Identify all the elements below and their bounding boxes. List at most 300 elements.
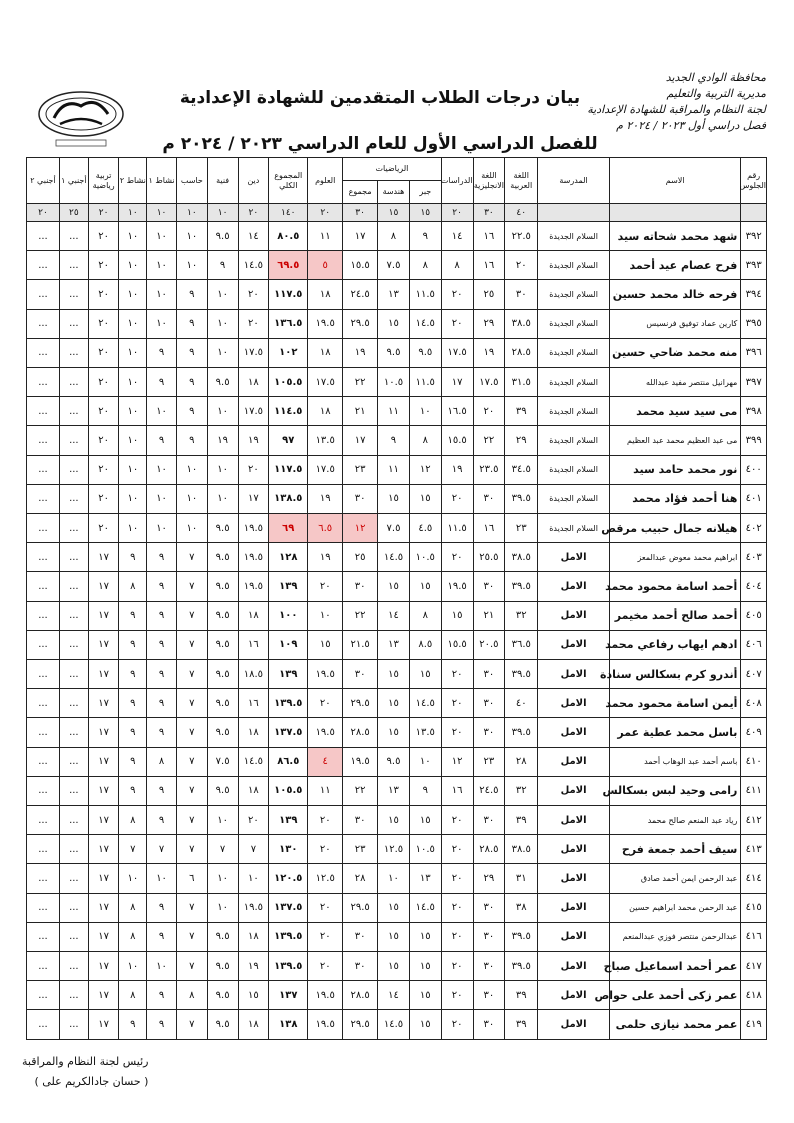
score-cell: ١٩.٥ xyxy=(238,543,269,572)
score-cell: ١٠ xyxy=(147,952,177,981)
header-foreign2: أجنبي ٢ xyxy=(27,158,60,204)
max-cell: ٤٠ xyxy=(505,204,538,222)
score-cell: ٢٠ xyxy=(441,922,473,951)
score-cell: ٢٣ xyxy=(473,747,505,776)
max-cell: ٢٠ xyxy=(238,204,269,222)
score-cell: ٩ xyxy=(147,543,177,572)
score-cell: ١٧.٥ xyxy=(441,338,473,367)
score-cell: ١١ xyxy=(308,776,343,805)
student-name: منه محمد ضاحي حسين xyxy=(609,338,740,367)
logo xyxy=(34,84,128,150)
score-cell: ٧ xyxy=(176,893,207,922)
score-cell: ٣٩ xyxy=(505,806,538,835)
score-cell: ١٧ xyxy=(88,747,119,776)
school-name: السلام الجديدة xyxy=(538,368,610,397)
score-cell: ٢٠ xyxy=(441,280,473,309)
score-cell: ١٢ xyxy=(409,455,441,484)
score-cell: ١٢ xyxy=(441,747,473,776)
score-cell: ١٥ xyxy=(378,689,410,718)
score-cell: ٩.٥ xyxy=(207,718,238,747)
score-cell: ... xyxy=(27,572,60,601)
school-name: السلام الجديدة xyxy=(538,426,610,455)
score-cell: ١٤.٥ xyxy=(238,747,269,776)
score-cell: ١٩.٥ xyxy=(238,893,269,922)
score-cell: ١٩ xyxy=(207,426,238,455)
score-cell: ١٠ xyxy=(119,338,147,367)
score-cell: ١٤.٥ xyxy=(409,309,441,338)
score-cell: ١٩.٥ xyxy=(308,660,343,689)
signature-title: رئيس لجنة النظام والمراقبة xyxy=(22,1055,149,1068)
score-cell: ١٠ xyxy=(207,484,238,513)
org-line: لجنة النظام والمراقبة للشهادة الإعدادية xyxy=(587,103,766,116)
score-cell: ... xyxy=(59,1010,88,1040)
school-name: السلام الجديدة xyxy=(538,222,610,251)
total-score: ١٣٧.٥ xyxy=(269,893,308,922)
score-cell: ١٨ xyxy=(238,776,269,805)
score-cell: ١٦ xyxy=(473,514,505,543)
signature-block xyxy=(22,1052,148,1092)
school-name: الامل xyxy=(538,747,610,776)
score-cell: ١٤.٥ xyxy=(409,689,441,718)
total-score: ١٣٩ xyxy=(269,572,308,601)
seat-number: ٤٠٧ xyxy=(741,660,767,689)
max-cell: ١٠ xyxy=(147,204,177,222)
score-cell: ٩.٥ xyxy=(207,222,238,251)
score-cell: ... xyxy=(27,397,60,426)
score-cell: ٢٥.٥ xyxy=(473,543,505,572)
seat-number: ٤١٢ xyxy=(741,806,767,835)
score-cell: ٣٩.٥ xyxy=(505,718,538,747)
score-cell: ١٤.٥ xyxy=(238,251,269,280)
total-score: ١١٤.٥ xyxy=(269,397,308,426)
score-cell: ... xyxy=(27,835,60,864)
signature-name: ( حسان جادالكريم على ) xyxy=(34,1075,149,1088)
total-score: ٨٠.٥ xyxy=(269,222,308,251)
score-cell: ٧ xyxy=(176,776,207,805)
score-cell: ٨ xyxy=(119,893,147,922)
score-cell: ٧ xyxy=(119,835,147,864)
school-name: الامل xyxy=(538,718,610,747)
score-cell: ٢٠ xyxy=(308,922,343,951)
score-cell: ١٧.٥ xyxy=(308,455,343,484)
score-cell: ١٨ xyxy=(308,280,343,309)
score-cell: ١٨ xyxy=(238,922,269,951)
score-cell: ١٨.٥ xyxy=(238,660,269,689)
score-cell: ١٧ xyxy=(343,426,378,455)
score-cell: ٧ xyxy=(176,835,207,864)
total-score: ١٢٨ xyxy=(269,543,308,572)
score-cell: ٩ xyxy=(147,338,177,367)
total-score: ١٣٩.٥ xyxy=(269,689,308,718)
score-cell: ٩ xyxy=(147,572,177,601)
score-cell: ١٩.٥ xyxy=(343,747,378,776)
score-cell: ٢٠ xyxy=(308,689,343,718)
score-cell: ١٥ xyxy=(378,922,410,951)
score-cell: ... xyxy=(27,514,60,543)
score-cell: ٣٦.٥ xyxy=(505,630,538,659)
score-cell: ... xyxy=(59,514,88,543)
score-cell: ١١ xyxy=(378,397,410,426)
score-cell: ٩ xyxy=(119,776,147,805)
score-cell: ٢٠ xyxy=(308,952,343,981)
total-score: ١٠٩ xyxy=(269,630,308,659)
score-cell: ... xyxy=(59,660,88,689)
score-cell: ١٣ xyxy=(378,280,410,309)
score-cell: ٩ xyxy=(176,426,207,455)
score-cell: ١٠ xyxy=(147,514,177,543)
score-cell: ٣٠ xyxy=(343,572,378,601)
score-cell: ٢٠ xyxy=(441,864,473,893)
score-cell: ١٨ xyxy=(238,718,269,747)
score-cell: ٢٩.٥ xyxy=(343,309,378,338)
score-cell: ١٠ xyxy=(207,864,238,893)
score-cell: ٩ xyxy=(409,222,441,251)
score-cell: ١٠ xyxy=(308,601,343,630)
score-cell: ٩ xyxy=(119,718,147,747)
score-cell: ١٥ xyxy=(378,718,410,747)
score-cell: ١٩.٥ xyxy=(308,309,343,338)
score-cell: ٩.٥ xyxy=(378,338,410,367)
score-cell: ٧ xyxy=(176,543,207,572)
score-cell: ... xyxy=(59,426,88,455)
score-cell: ٩ xyxy=(207,251,238,280)
score-cell: ٣١.٥ xyxy=(505,368,538,397)
header-foreign1: أجنبي ١ xyxy=(59,158,88,204)
score-cell: ٢٠ xyxy=(88,251,119,280)
table-row xyxy=(27,864,767,893)
score-cell: ١٥ xyxy=(441,601,473,630)
score-cell: ... xyxy=(59,280,88,309)
score-cell: ٣٩.٥ xyxy=(505,922,538,951)
score-cell: ٢١ xyxy=(473,601,505,630)
score-cell: ٧.٥ xyxy=(207,747,238,776)
score-cell: ٢٠ xyxy=(88,514,119,543)
header-activity2: نشاط ٢ xyxy=(119,158,147,204)
score-cell: ٩.٥ xyxy=(378,747,410,776)
student-name: فرح عصام عيد أحمد xyxy=(609,251,740,280)
score-cell: ٢٩.٥ xyxy=(343,1010,378,1040)
score-cell: ١٥ xyxy=(378,952,410,981)
score-cell: ١٠ xyxy=(147,251,177,280)
score-cell: ٢٣.٥ xyxy=(473,455,505,484)
score-cell: ١٠ xyxy=(147,484,177,513)
score-cell: ١٤.٥ xyxy=(409,893,441,922)
score-cell: ١٠ xyxy=(119,368,147,397)
seat-number: ٤١٧ xyxy=(741,952,767,981)
score-cell: ٣٠ xyxy=(343,484,378,513)
score-cell: ٧ xyxy=(176,1010,207,1040)
score-cell: ١٥ xyxy=(308,630,343,659)
score-cell: ٢٢.٥ xyxy=(505,222,538,251)
score-cell: ١٥ xyxy=(409,1010,441,1040)
score-cell: ٧ xyxy=(176,630,207,659)
score-cell: ١٠ xyxy=(119,309,147,338)
score-cell: ٧ xyxy=(176,572,207,601)
score-cell: ٢٠ xyxy=(88,484,119,513)
score-cell: ٣٠ xyxy=(505,280,538,309)
score-cell: ٩ xyxy=(409,776,441,805)
total-score: ١٣٩ xyxy=(269,660,308,689)
score-cell: ١٤ xyxy=(378,981,410,1010)
score-cell: ٢٨.٥ xyxy=(343,981,378,1010)
score-cell: ٩.٥ xyxy=(207,368,238,397)
score-cell: ٢٨.٥ xyxy=(473,835,505,864)
score-cell: ٨ xyxy=(409,601,441,630)
seat-number: ٣٩٢ xyxy=(741,222,767,251)
score-cell: ٨ xyxy=(378,222,410,251)
score-cell: ... xyxy=(59,222,88,251)
score-cell: ١٠ xyxy=(119,397,147,426)
score-cell: ١٠ xyxy=(207,280,238,309)
score-cell: ١٩ xyxy=(441,455,473,484)
score-cell: ٧ xyxy=(176,660,207,689)
score-cell: ١٩ xyxy=(308,543,343,572)
table-row xyxy=(27,280,767,309)
score-cell: ١٧.٥ xyxy=(308,368,343,397)
score-cell: ٣٩ xyxy=(505,1010,538,1040)
score-cell: ١٠ xyxy=(176,222,207,251)
score-cell: ٩.٥ xyxy=(207,601,238,630)
score-cell: ١٥ xyxy=(409,660,441,689)
score-cell: ... xyxy=(27,601,60,630)
school-name: الامل xyxy=(538,952,610,981)
score-cell: ١٦ xyxy=(238,630,269,659)
score-cell: ١٧ xyxy=(88,660,119,689)
score-cell: ٧ xyxy=(176,806,207,835)
score-cell: ... xyxy=(27,309,60,338)
score-cell: ٢٠ xyxy=(238,455,269,484)
max-cell: ٢٠ xyxy=(27,204,60,222)
score-cell: ٢٠ xyxy=(308,572,343,601)
table-row xyxy=(27,893,767,922)
score-cell: ٩ xyxy=(147,601,177,630)
school-name: السلام الجديدة xyxy=(538,251,610,280)
score-cell: ١٠ xyxy=(147,864,177,893)
score-cell: ... xyxy=(27,1010,60,1040)
score-cell: ٢٠ xyxy=(441,893,473,922)
seat-number: ٤٠٤ xyxy=(741,572,767,601)
header-religion: دين xyxy=(238,158,269,204)
page-title: بيان درجات الطلاب المتقدمين للشهادة الإعدادية xyxy=(179,88,581,108)
seat-number: ٤٠٨ xyxy=(741,689,767,718)
score-cell: ٣١ xyxy=(505,864,538,893)
score-cell: ٣٩ xyxy=(505,981,538,1010)
score-cell: ٩ xyxy=(147,893,177,922)
score-cell: ... xyxy=(27,922,60,951)
score-cell: ١٥ xyxy=(378,660,410,689)
score-cell: ١٦ xyxy=(473,251,505,280)
score-cell: ٢٠ xyxy=(441,952,473,981)
seat-number: ٤١٩ xyxy=(741,1010,767,1040)
score-cell: ٨ xyxy=(441,251,473,280)
school-name: الامل xyxy=(538,630,610,659)
score-cell: ٢٠ xyxy=(441,1010,473,1040)
school-name: الامل xyxy=(538,660,610,689)
seat-number: ٣٩٤ xyxy=(741,280,767,309)
score-cell: ١٠ xyxy=(378,864,410,893)
school-name: الامل xyxy=(538,864,610,893)
score-cell: ١٩.٥ xyxy=(308,718,343,747)
score-cell: ٢٠ xyxy=(308,806,343,835)
score-cell: ٧ xyxy=(176,689,207,718)
seat-number: ٤٠٥ xyxy=(741,601,767,630)
school-name: السلام الجديدة xyxy=(538,514,610,543)
score-cell: ... xyxy=(27,747,60,776)
table-row xyxy=(27,952,767,981)
score-cell: ١٩.٥ xyxy=(238,514,269,543)
score-cell: ٢٢ xyxy=(343,368,378,397)
score-cell: ٧ xyxy=(176,718,207,747)
school-name: السلام الجديدة xyxy=(538,309,610,338)
student-name: عمر أحمد اسماعيل صباح xyxy=(609,952,740,981)
score-cell: ١٥ xyxy=(409,572,441,601)
score-cell: ٢٥ xyxy=(343,543,378,572)
score-cell: ١٠ xyxy=(119,426,147,455)
score-cell: ٢٩ xyxy=(473,309,505,338)
total-score: ١٢٠.٥ xyxy=(269,864,308,893)
score-cell: ١٧ xyxy=(88,689,119,718)
score-cell: ٢٠ xyxy=(238,309,269,338)
student-name: أيمن اسامة محمود محمد xyxy=(609,689,740,718)
score-cell: ١٧ xyxy=(88,1010,119,1040)
school-name: السلام الجديدة xyxy=(538,484,610,513)
score-cell: ٧ xyxy=(238,835,269,864)
score-cell: ٧.٥ xyxy=(378,514,410,543)
total-score: ١٠٠ xyxy=(269,601,308,630)
score-cell: ١١.٥ xyxy=(409,368,441,397)
school-name: الامل xyxy=(538,893,610,922)
score-cell: ١٩ xyxy=(473,338,505,367)
seat-number: ٤٠٢ xyxy=(741,514,767,543)
score-cell: ٢٠ xyxy=(88,280,119,309)
score-cell: ... xyxy=(27,981,60,1010)
table-row xyxy=(27,426,767,455)
score-cell: ٣٩.٥ xyxy=(505,484,538,513)
score-cell: ١٩ xyxy=(238,426,269,455)
score-cell: ... xyxy=(59,922,88,951)
header-school: المدرسة xyxy=(538,158,610,204)
table-row xyxy=(27,630,767,659)
score-cell: ... xyxy=(27,368,60,397)
score-cell: ٩ xyxy=(147,922,177,951)
score-cell: ١٠.٥ xyxy=(409,543,441,572)
score-cell: ... xyxy=(27,952,60,981)
score-cell: ٩ xyxy=(119,630,147,659)
score-cell: ١٥ xyxy=(378,309,410,338)
score-cell: ... xyxy=(59,864,88,893)
score-cell: ٨ xyxy=(409,251,441,280)
score-cell: ١٨ xyxy=(308,338,343,367)
seat-number: ٣٩٣ xyxy=(741,251,767,280)
score-cell: ١٠ xyxy=(119,484,147,513)
score-cell: ٥ xyxy=(308,251,343,280)
total-score: ١٠٢ xyxy=(269,338,308,367)
total-score: ١٣٩.٥ xyxy=(269,922,308,951)
org-line: مديرية التربية والتعليم xyxy=(666,87,766,100)
score-cell: ٤ xyxy=(308,747,343,776)
score-cell: ٩.٥ xyxy=(207,1010,238,1040)
score-cell: ... xyxy=(59,718,88,747)
score-cell: ٢٠ xyxy=(88,455,119,484)
header-science: العلوم xyxy=(308,158,343,204)
score-cell: ٢٥ xyxy=(473,280,505,309)
score-cell: ٢٨.٥ xyxy=(343,718,378,747)
total-score: ١٣٧ xyxy=(269,981,308,1010)
student-name: نور محمد حامد سيد xyxy=(609,455,740,484)
score-cell: ٩.٥ xyxy=(207,630,238,659)
score-cell: ٢٨ xyxy=(343,864,378,893)
score-cell: ١٠ xyxy=(207,806,238,835)
score-cell: ... xyxy=(59,309,88,338)
table-row xyxy=(27,1010,767,1040)
header-english: اللغة الانجليزية xyxy=(473,158,505,204)
score-cell: ١٤ xyxy=(378,601,410,630)
student-name: عمر محمد نيازى حلمى xyxy=(609,1010,740,1040)
student-name: مى سيد سيد محمد xyxy=(609,397,740,426)
score-cell: ١٩.٥ xyxy=(308,981,343,1010)
total-score: ٦٩ xyxy=(269,514,308,543)
school-name: الامل xyxy=(538,981,610,1010)
score-cell: ١١.٥ xyxy=(441,514,473,543)
student-name: هنا أحمد فؤاد محمد xyxy=(609,484,740,513)
student-name: أحمد اسامة محمود محمد xyxy=(609,572,740,601)
score-cell: ٢٩ xyxy=(505,426,538,455)
score-cell: ١٧ xyxy=(88,922,119,951)
score-cell: ٢٠ xyxy=(441,981,473,1010)
score-cell: ٣٢ xyxy=(505,776,538,805)
score-cell: ١٥ xyxy=(378,893,410,922)
max-cell: ١٠ xyxy=(207,204,238,222)
organization-block xyxy=(576,70,766,134)
score-cell: ... xyxy=(59,747,88,776)
score-cell: ٣٠ xyxy=(473,893,505,922)
score-cell: ١٨ xyxy=(308,397,343,426)
score-cell: ٢٣ xyxy=(505,514,538,543)
score-cell: ٤.٥ xyxy=(409,514,441,543)
school-name: السلام الجديدة xyxy=(538,455,610,484)
seat-number: ٤١٠ xyxy=(741,747,767,776)
score-cell: ٢٠ xyxy=(441,543,473,572)
score-cell: ٢٠ xyxy=(441,309,473,338)
score-cell: ١٠.٥ xyxy=(378,368,410,397)
score-cell: ... xyxy=(59,397,88,426)
score-cell: ١٠ xyxy=(409,747,441,776)
score-cell: ٣٠ xyxy=(473,718,505,747)
score-cell: ١٣ xyxy=(378,776,410,805)
table-row xyxy=(27,718,767,747)
score-cell: ١٥ xyxy=(409,806,441,835)
score-cell: ٨ xyxy=(176,981,207,1010)
table-row xyxy=(27,397,767,426)
score-cell: ١٠ xyxy=(207,309,238,338)
seat-number: ٤٠٣ xyxy=(741,543,767,572)
score-cell: ٩ xyxy=(176,280,207,309)
score-cell: ... xyxy=(27,484,60,513)
score-cell: ٩.٥ xyxy=(207,514,238,543)
score-cell: ١٣ xyxy=(378,630,410,659)
score-cell: ٨ xyxy=(119,981,147,1010)
score-cell: ١٥ xyxy=(378,572,410,601)
score-cell: ٩ xyxy=(147,776,177,805)
total-score: ١٠٥.٥ xyxy=(269,368,308,397)
score-cell: ٩ xyxy=(147,426,177,455)
table-row xyxy=(27,660,767,689)
score-cell: ... xyxy=(27,455,60,484)
score-cell: ... xyxy=(27,893,60,922)
student-name: أندرو كرم بسكالس سنادة xyxy=(609,660,740,689)
score-cell: ٣٠ xyxy=(343,806,378,835)
score-cell: ١٥ xyxy=(409,484,441,513)
